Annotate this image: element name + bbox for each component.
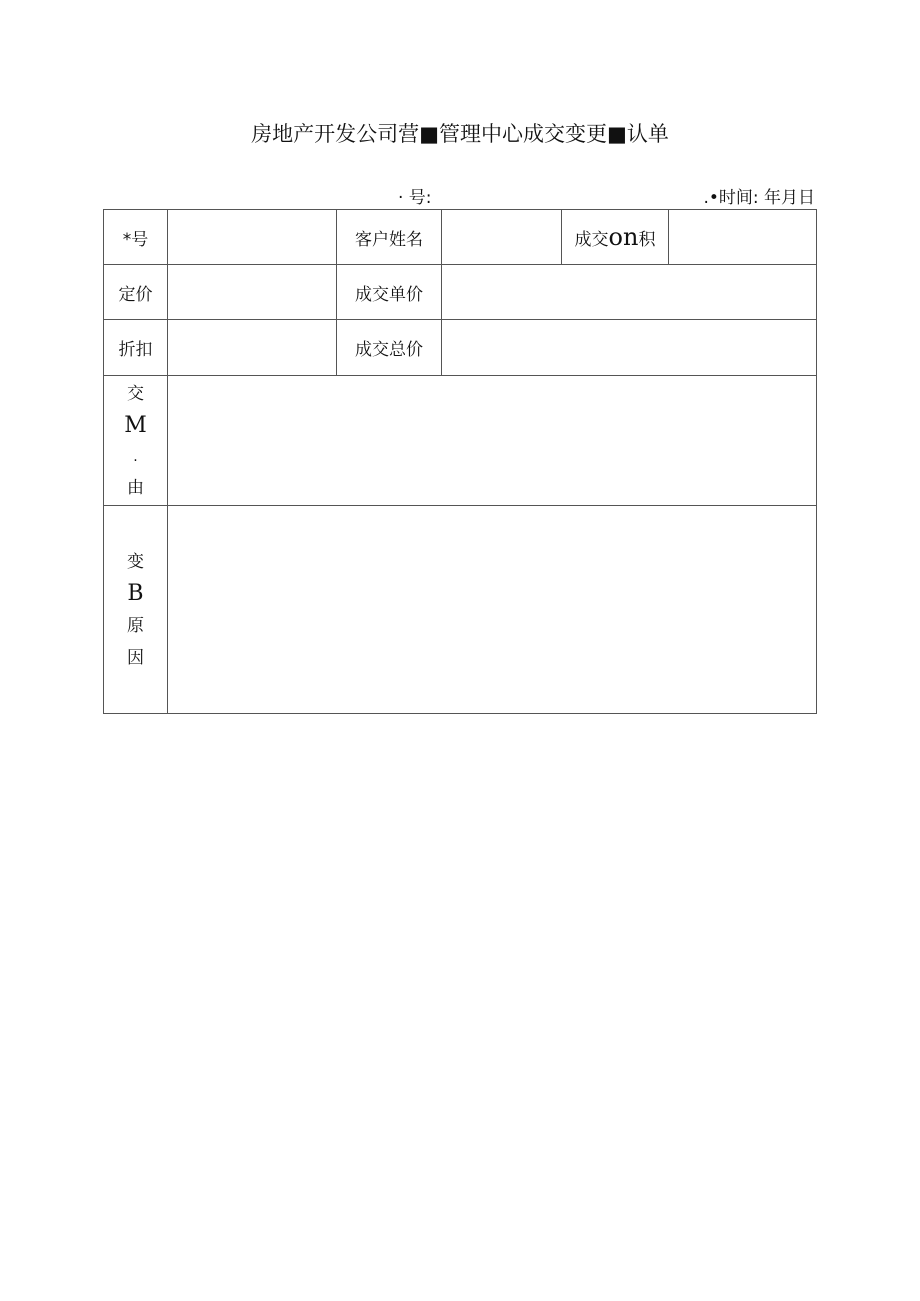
change-char: B: [127, 580, 144, 606]
reason-char: .: [133, 448, 138, 465]
area-label-part-2: on: [608, 223, 639, 251]
area-label-part-3: 积: [638, 230, 656, 250]
time-label: .•时间: 年月日: [703, 188, 815, 208]
table-row: [104, 376, 817, 506]
reason-char: M: [124, 412, 147, 438]
table-row: [104, 320, 817, 376]
unit-price-field[interactable]: [442, 265, 817, 320]
customer-name-field[interactable]: [442, 210, 562, 265]
transaction-area-field[interactable]: [669, 210, 817, 265]
change-char: 变: [127, 551, 144, 572]
table-row: [104, 210, 817, 265]
transaction-reason-field[interactable]: [168, 376, 817, 506]
discount-label: 折扣: [104, 320, 168, 376]
list-price-field[interactable]: [168, 265, 337, 320]
list-price-label: 定价: [104, 265, 168, 320]
unit-price-label: 成交单价: [337, 265, 442, 320]
total-price-field[interactable]: [442, 320, 817, 376]
area-label-part-1: 成交: [574, 230, 609, 250]
confirmation-form-table: [103, 209, 817, 714]
customer-name-label: 客户姓名: [337, 210, 442, 265]
document-title: 房地产开发公司营■管理中心成交变更■认单: [251, 122, 669, 146]
total-price-label: 成交总价: [337, 320, 442, 376]
transaction-area-label: [562, 210, 669, 265]
table-row: [104, 265, 817, 320]
discount-field[interactable]: [168, 320, 337, 376]
number-label: · 号:: [398, 188, 432, 208]
change-reason-field[interactable]: [168, 506, 817, 714]
table-row: [104, 506, 817, 714]
reason-char: 交: [127, 383, 144, 404]
change-char: 因: [127, 647, 144, 668]
transaction-reason-label: [104, 376, 168, 506]
unit-number-label: *号: [104, 210, 168, 265]
change-char: 原: [127, 615, 144, 636]
change-reason-label: [104, 506, 168, 714]
reason-char: 由: [127, 477, 144, 498]
unit-number-field[interactable]: [168, 210, 337, 265]
